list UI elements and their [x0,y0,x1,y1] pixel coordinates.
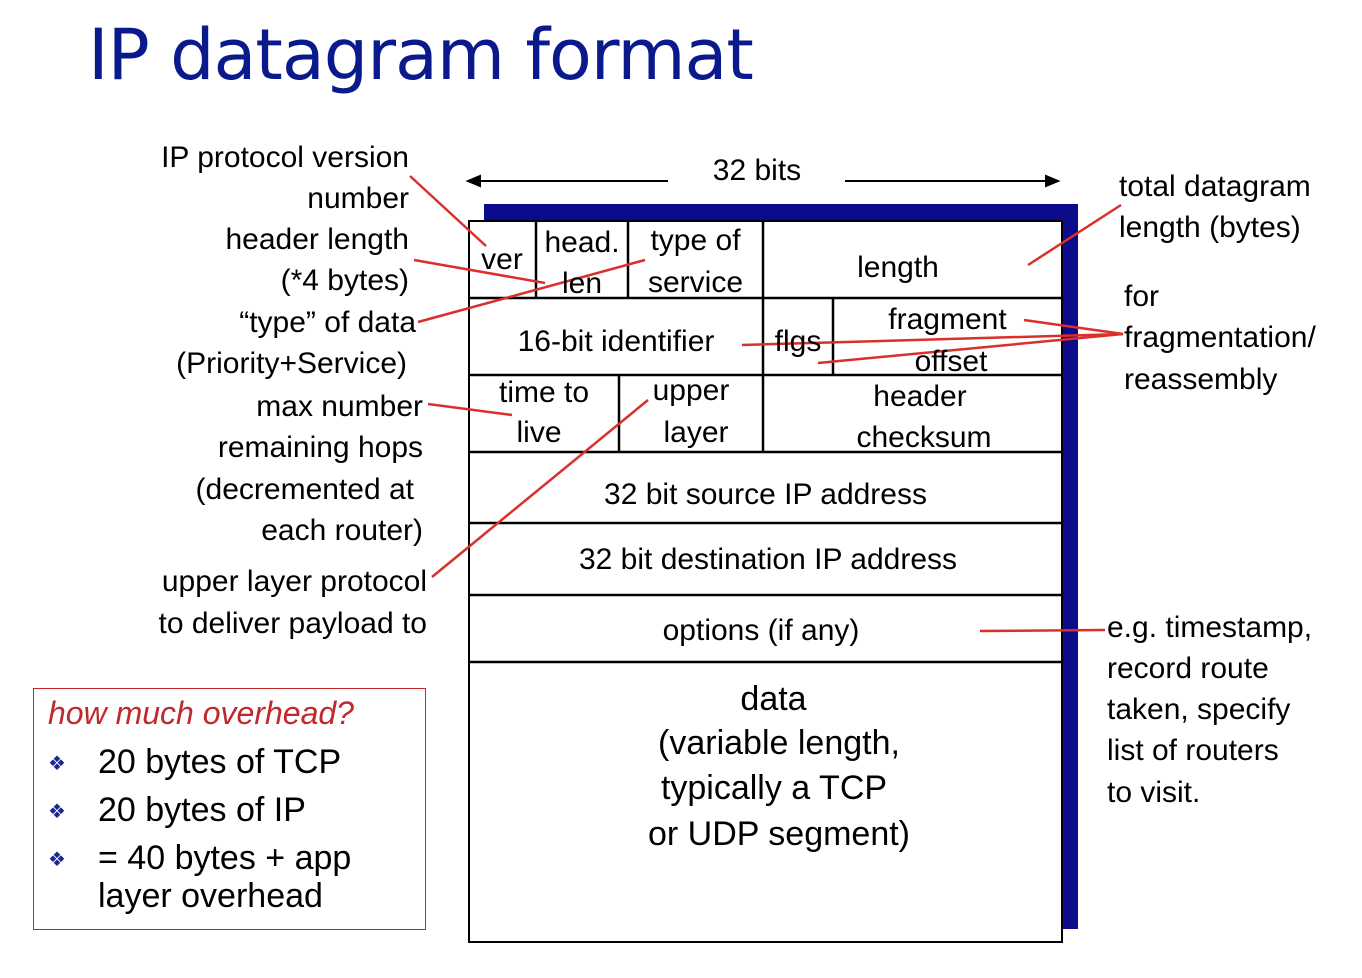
annotation-options-line1: e.g. timestamp, [1107,611,1313,644]
annotation-tos-line1: “type” of data [239,306,416,339]
annotation-ttl-line4: each router) [261,514,423,547]
annotation-fragmentation-line2: fragmentation/ [1124,321,1316,354]
field-length: length [857,251,939,284]
width-label: 32 bits [712,154,802,187]
field-options: options (if any) [662,614,860,647]
overhead-item-text: 20 bytes of IP [98,791,306,829]
page-title: IP datagram format [88,14,753,96]
annotation-fragmentation-line1: for [1124,280,1160,313]
annotation-total-length-line2: length (bytes) [1119,211,1301,244]
field-version: ver [481,243,523,276]
annotation-header-length-line2: (*4 bytes) [280,264,409,297]
annotation-options-line4: list of routers [1107,734,1279,767]
overhead-item-line2: layer overhead [98,877,323,915]
field-tos-line1: type of [650,224,741,257]
field-flags: flgs [774,325,822,358]
field-fragment-offset-line1: fragment [888,303,1007,336]
field-identifier: 16-bit identifier [517,325,715,358]
field-destination-address: 32 bit destination IP address [578,543,958,576]
diamond-bullet-icon: ❖ [48,801,66,824]
annotation-version-line2: number [307,182,409,215]
annotation-ttl-line2: remaining hops [217,431,423,464]
field-data-line4: or UDP segment) [647,815,911,853]
annotation-header-length-line1: header length [225,223,409,256]
overhead-item [48,791,306,831]
field-checksum-line1: header [873,380,967,413]
field-ttl-line1: time to [498,376,590,409]
field-checksum-line2: checksum [856,421,992,454]
overhead-item [48,839,351,915]
annotation-options-line5: to visit. [1107,776,1201,809]
field-header-length-line1: head. [544,226,620,259]
annotation-options-line3: taken, specify [1107,693,1291,726]
annotation-ttl-line3: (decremented at [195,473,414,506]
diamond-bullet-icon: ❖ [48,753,66,776]
field-data-line2: (variable length, [658,724,900,762]
overhead-item-text: 20 bytes of TCP [98,743,342,781]
overhead-box [33,688,426,930]
overhead-title: how much overhead? [48,695,354,731]
field-source-address: 32 bit source IP address [604,478,927,511]
field-fragment-offset-line2: offset [914,345,988,378]
overhead-item-line1: = 40 bytes + app [98,839,352,877]
field-data-line3: typically a TCP [660,769,888,807]
annotation-version-line1: IP protocol version [161,141,409,174]
field-data-line1: data [740,680,807,718]
annotation-upper-layer-line2: to deliver payload to [158,607,427,640]
field-upper-layer-line1: upper [652,374,730,407]
annotation-upper-layer-line1: upper layer protocol [161,565,427,598]
annotation-options-line2: record route [1107,652,1269,685]
overhead-item [48,743,341,783]
overhead-item-text [98,839,351,915]
field-ttl-line2: live [516,416,562,449]
annotation-total-length-line1: total datagram [1119,170,1311,203]
annotation-fragmentation-line3: reassembly [1124,363,1278,396]
field-tos-line2: service [647,266,744,299]
annotation-tos-line2: (Priority+Service) [176,347,407,380]
field-header-length-line2: len [561,267,603,300]
annotation-ttl-line1: max number [256,390,423,423]
diamond-bullet-icon: ❖ [48,849,66,872]
field-upper-layer-line2: layer [663,416,729,449]
